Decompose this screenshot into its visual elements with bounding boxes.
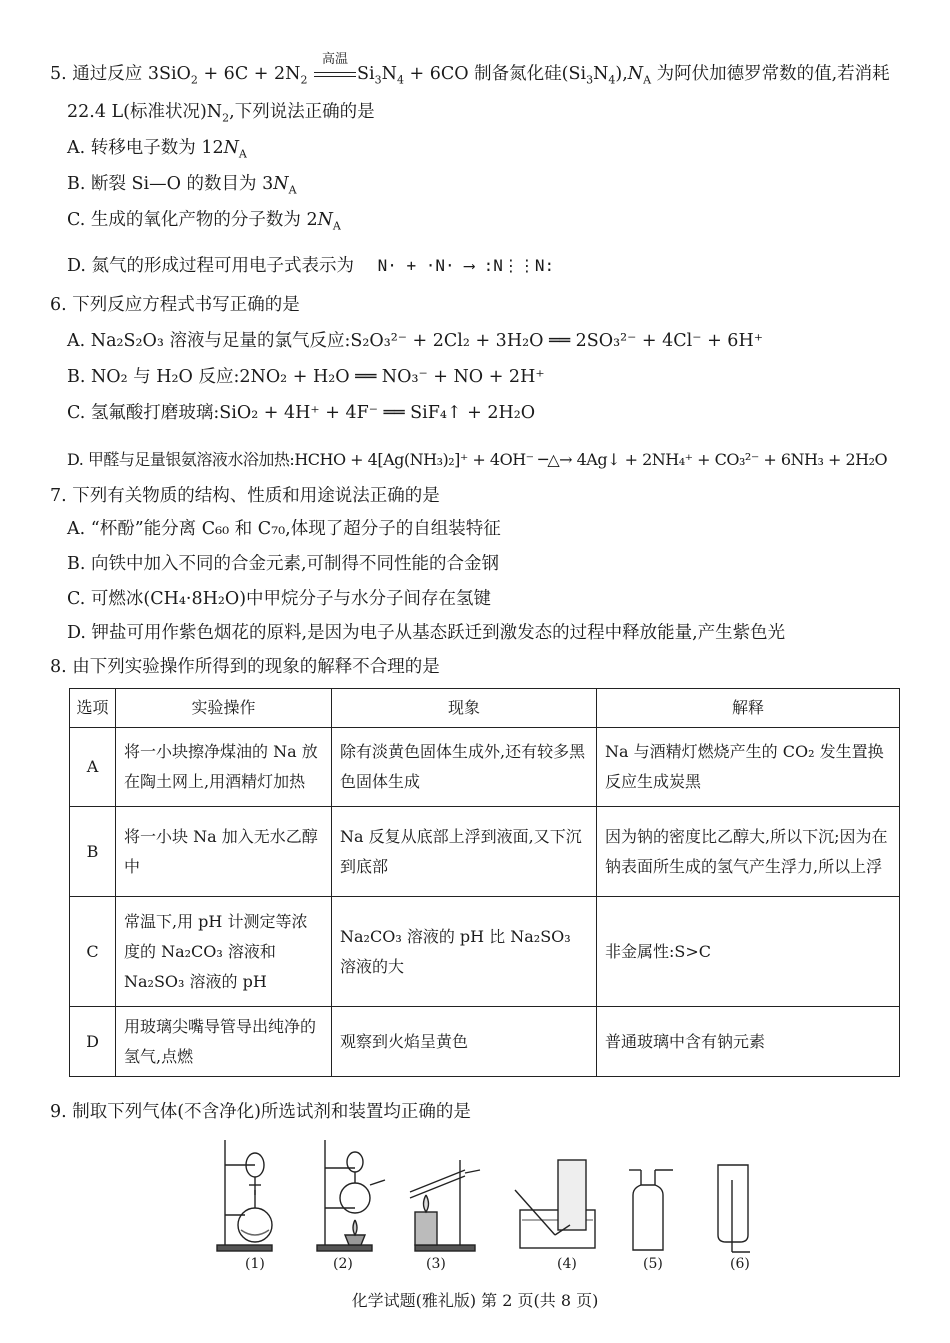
q7-option-b: B. 向铁中加入不同的合金元素,可制得不同性能的合金钢 bbox=[67, 554, 500, 574]
q5-option-a: A. 转移电子数为 $12N_A$ bbox=[67, 138, 247, 161]
table-header: 解释 bbox=[597, 689, 900, 728]
table-header: 选项 bbox=[70, 689, 116, 728]
table-cell: 将一小块 Na 加入无水乙醇中 bbox=[116, 807, 332, 897]
table-header-row bbox=[70, 689, 900, 728]
q9-stem: 9. 制取下列气体(不含净化)所选试剂和装置均正确的是 bbox=[50, 1102, 471, 1122]
q6-option-b: B. NO₂ 与 H₂O 反应:2NO₂ + H₂O ══ NO₃⁻ + NO + 2H⁺ bbox=[67, 367, 545, 387]
table-cell: 非金属性:S>C bbox=[597, 897, 900, 1007]
figure-label: (4) bbox=[557, 1256, 577, 1272]
table-header: 现象 bbox=[332, 689, 597, 728]
q7-option-c: C. 可燃冰(CH₄·8H₂O)中甲烷分子与水分子间存在氢键 bbox=[67, 589, 492, 609]
reaction-condition-arrow: 高温 bbox=[313, 62, 357, 86]
table-cell: 将一小块擦净煤油的 Na 放在陶土网上,用酒精灯加热 bbox=[116, 728, 332, 807]
table-cell: 用玻璃尖嘴导管导出纯净的氢气,点燃 bbox=[116, 1007, 332, 1077]
apparatus-5-gas-bottle bbox=[629, 1170, 673, 1250]
table-cell: 常温下,用 pH 计测定等浓度的 Na₂CO₃ 溶液和 Na₂SO₃ 溶液的 pH bbox=[116, 897, 332, 1007]
q7-stem: 7. 下列有关物质的结构、性质和用途说法正确的是 bbox=[50, 486, 440, 506]
electron-formula: N· + ·N· ⟶ :N⋮⋮N: bbox=[377, 256, 555, 275]
table-cell: C bbox=[70, 897, 116, 1007]
table-cell: D bbox=[70, 1007, 116, 1077]
apparatus-6-inverted-bottle bbox=[718, 1165, 750, 1252]
q5-option-d: D. 氮气的形成过程可用电子式表示为 N· + ·N· ⟶ :N⋮⋮N: bbox=[67, 256, 555, 276]
page-footer: 化学试题(雅礼版) 第 2 页(共 8 页) bbox=[351, 1291, 599, 1310]
table-row bbox=[70, 728, 900, 807]
table-cell: Na₂CO₃ 溶液的 pH 比 Na₂SO₃ 溶液的大 bbox=[332, 897, 597, 1007]
q5-option-b: B. 断裂 Si—O 的数目为 $3N_A$ bbox=[67, 174, 297, 197]
q6-option-d: D. 甲醛与足量银氨溶液水浴加热:HCHO + 4[Ag(NH₃)₂]⁺ + 4OH⁻ ─△→ 4Ag↓ + 2NH₄⁺ + CO₃²⁻ + 6NH₃ + 2H₂O bbox=[67, 450, 888, 469]
q6-option-c: C. 氢氟酸打磨玻璃:SiO₂ + 4H⁺ + 4F⁻ ══ SiF₄↑ + 2H₂O bbox=[67, 403, 536, 423]
table-cell: B bbox=[70, 807, 116, 897]
apparatus-2-heated-flask bbox=[317, 1140, 385, 1251]
apparatus-1-flask-funnel bbox=[217, 1140, 272, 1251]
table-row bbox=[70, 1007, 900, 1077]
q6-option-a: A. Na₂S₂O₃ 溶液与足量的氯气反应:S₂O₃²⁻ + 2Cl₂ + 3H₂O ══ 2SO₃²⁻ + 4Cl⁻ + 6H⁺ bbox=[67, 331, 763, 351]
q8-stem: 8. 由下列实验操作所得到的现象的解释不合理的是 bbox=[50, 657, 440, 677]
q7-option-d: D. 钾盐可用作紫色烟花的原料,是因为电子从基态跃迁到激发态的过程中释放能量,产生紫色光 bbox=[67, 623, 786, 643]
q5-stem-line1: 5. 通过反应 $3SiO_2 + 6C + 2N_2$ 高温 $Si_3N_4 + 6CO$ 制备氮化硅$(Si_3N_4),N_A$ 为阿伏加德罗常数的值,若消耗 bbox=[50, 52, 890, 87]
figure-label: (3) bbox=[426, 1256, 446, 1272]
table-cell: Na 反复从底部上浮到液面,又下沉到底部 bbox=[332, 807, 597, 897]
figure-label: (5) bbox=[643, 1256, 663, 1272]
q5-stem-line2: 22.4 L(标准状况)$N_2$,下列说法正确的是 bbox=[67, 102, 375, 125]
table-row bbox=[70, 897, 900, 1007]
q5-option-c: C. 生成的氧化产物的分子数为 $2N_A$ bbox=[67, 210, 341, 233]
apparatus-figures bbox=[215, 1140, 775, 1280]
apparatus-4-water-trough bbox=[515, 1160, 595, 1248]
q8-table bbox=[69, 688, 900, 1077]
apparatus-3-test-tube-heating bbox=[410, 1160, 480, 1251]
figure-label: (2) bbox=[333, 1256, 353, 1272]
q6-stem: 6. 下列反应方程式书写正确的是 bbox=[50, 295, 300, 315]
table-cell: 因为钠的密度比乙醇大,所以下沉;因为在钠表面所生成的氢气产生浮力,所以上浮 bbox=[597, 807, 900, 897]
table-cell: A bbox=[70, 728, 116, 807]
table-cell: Na 与酒精灯燃烧产生的 CO₂ 发生置换反应生成炭黑 bbox=[597, 728, 900, 807]
table-header: 实验操作 bbox=[116, 689, 332, 728]
figure-label: (6) bbox=[730, 1256, 750, 1272]
table-cell: 除有淡黄色固体生成外,还有较多黑色固体生成 bbox=[332, 728, 597, 807]
table-cell: 普通玻璃中含有钠元素 bbox=[597, 1007, 900, 1077]
figure-label: (1) bbox=[245, 1256, 265, 1272]
table-cell: 观察到火焰呈黄色 bbox=[332, 1007, 597, 1077]
table-row bbox=[70, 807, 900, 897]
q7-option-a: A. “杯酚”能分离 C₆₀ 和 C₇₀,体现了超分子的自组装特征 bbox=[67, 519, 501, 539]
